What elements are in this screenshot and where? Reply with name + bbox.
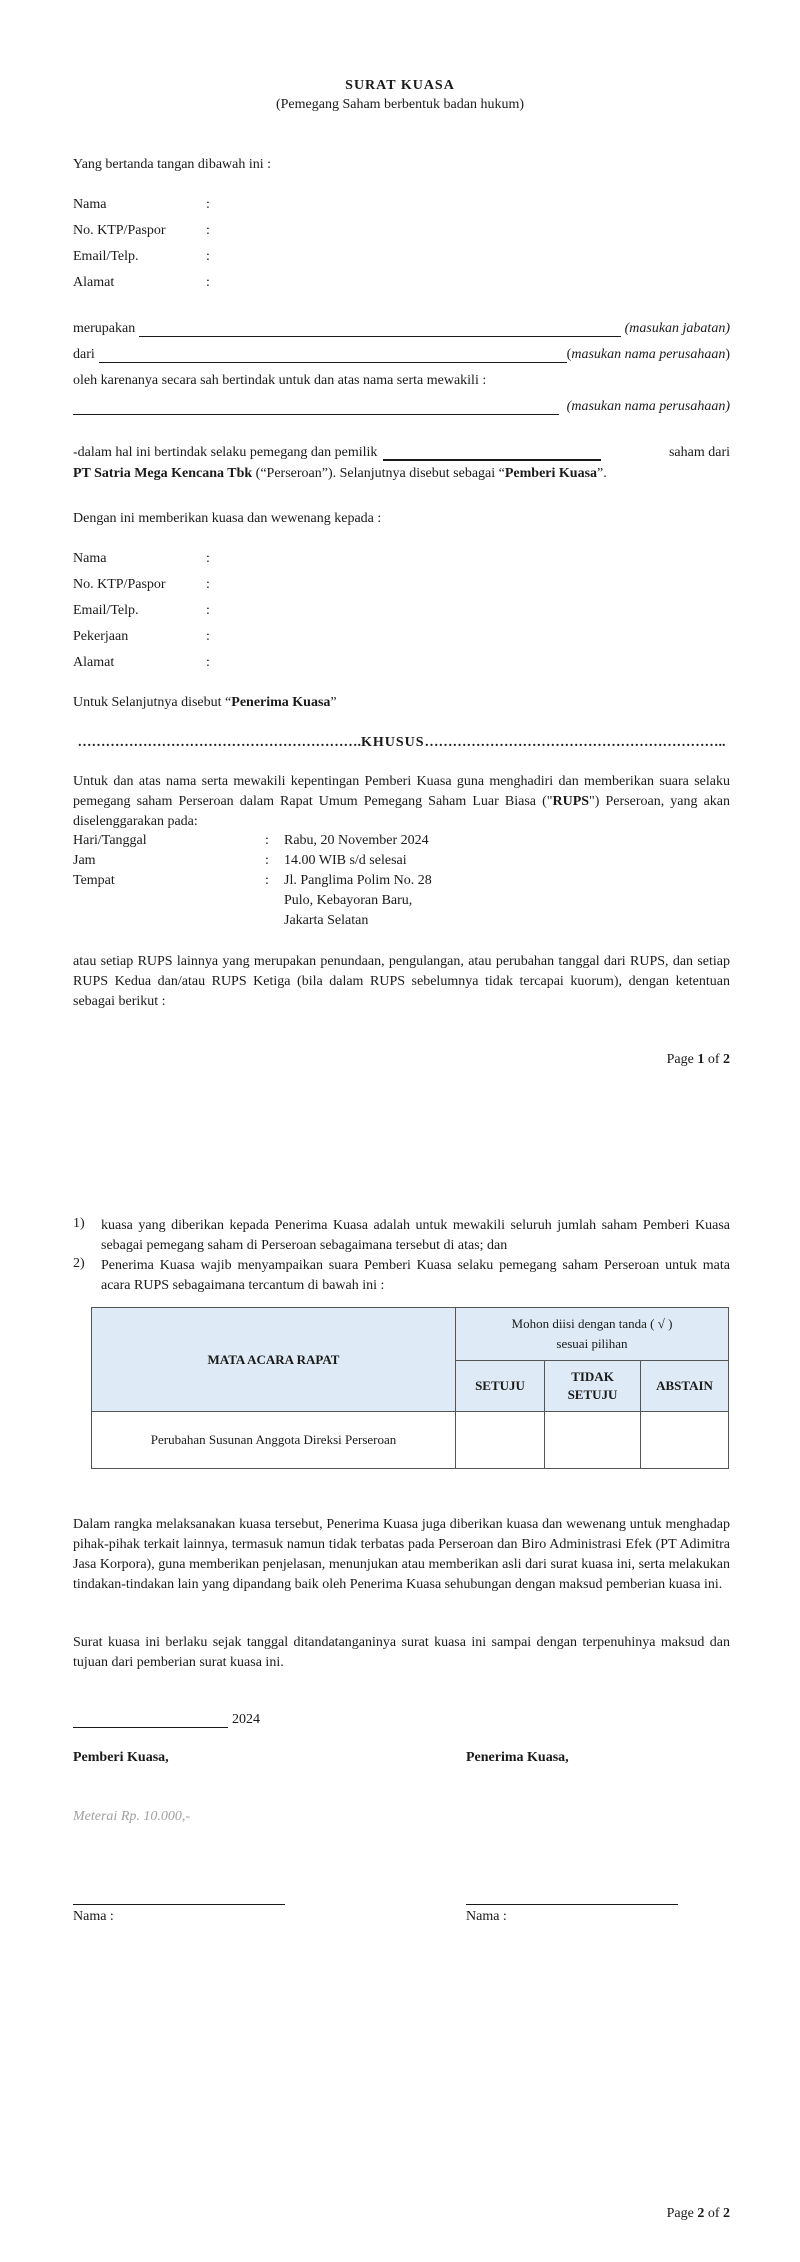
penerima-line (73, 695, 337, 711)
page-number-2 (667, 2206, 730, 2222)
pemberi-name-label: Nama : (73, 1909, 114, 1924)
share-count-blank[interactable] (383, 446, 601, 461)
pemberi-kuasa-sign-title: Pemberi Kuasa, (73, 1750, 169, 1765)
perusahaan-hint-text: masukan nama perusahaan (571, 347, 726, 362)
setuju-checkbox-cell[interactable] (456, 1412, 545, 1469)
grantor-field-colon: : (206, 249, 210, 264)
grantee-field-colon: : (206, 603, 210, 618)
page-current: 2 (697, 2206, 705, 2221)
rups-conditions-paragraph: atau setiap RUPS lainnya yang merupakan penundaan, pengulangan, atau perubahan tanggal dari RUPS, dan setiap RUPS Kedua dan/atau RUPS Ketiga (bila dalam RUPS sebelumnya tidak tercapai kuorum), dengan ketentuan sebagai berikut : (73, 954, 730, 1009)
document-title: SURAT KUASA (345, 78, 455, 93)
grantor-field-label: Email/Telp. (73, 249, 139, 264)
address-line-3: Jakarta Selatan (284, 913, 369, 928)
header-instruction (456, 1308, 729, 1361)
page-prefix: Page (666, 1052, 698, 1067)
list-number: 2) (73, 1256, 85, 1271)
grantee-field-colon: : (206, 655, 210, 670)
page-prefix: Page (666, 2206, 698, 2221)
rups-term: RUPS (552, 794, 590, 809)
perusahaan-hint: (masukan nama perusahaan) (566, 347, 730, 362)
grantee-field-label: Pekerjaan (73, 629, 129, 644)
meeting-detail-label: Tempat (73, 873, 115, 888)
table-row (92, 1412, 729, 1469)
meeting-paragraph (73, 772, 730, 832)
meeting-text-b: ") Perseroan, yang akan diselenggarakan pada: (73, 794, 731, 829)
address-line-2: Pulo, Kebayoran Baru, (284, 893, 413, 908)
perusahaan-line (73, 347, 730, 363)
grantee-field-colon: : (206, 551, 210, 566)
page-of: of (704, 2206, 723, 2221)
tidak-setuju-checkbox-cell[interactable] (545, 1412, 641, 1469)
header-tidak-setuju (545, 1361, 641, 1412)
date-blank[interactable] (73, 1714, 228, 1728)
holder-line-2 (73, 466, 607, 482)
voting-table (91, 1307, 729, 1469)
grantor-field-label: Alamat (73, 275, 115, 290)
penerima-signature-line[interactable] (466, 1904, 678, 1905)
holder-text-1: -dalam hal ini bertindak selaku pemegang dan pemilik (73, 445, 378, 460)
list-item-text: kuasa yang diberikan kepada Penerima Kuasa adalah untuk mewakili seluruh jumlah saham Pemberi Kuasa sebagai pemegang saham di Perseroan sebagaimana tersebut di atas; dan (101, 1218, 730, 1253)
grantee-field-label: Nama (73, 551, 107, 566)
holder-text-4: ”. (597, 466, 607, 481)
agenda-item: Perubahan Susunan Anggota Direksi Perseroan (92, 1412, 456, 1469)
penerima-suffix: ” (330, 695, 337, 710)
perusahaan-blank[interactable] (99, 349, 567, 363)
holder-text-3: (“Perseroan”). Selanjutnya disebut sebagai “ (255, 466, 505, 481)
tidak-label: TIDAK (571, 1369, 614, 1384)
grantee-field-label: No. KTP/Paspor (73, 577, 166, 592)
penerima-prefix: Untuk Selanjutnya disebut “ (73, 695, 232, 710)
holder-text-2: saham dari (668, 445, 730, 460)
meeting-detail-label: Hari/Tanggal (73, 833, 147, 848)
penerima-kuasa-term: Penerima Kuasa (231, 695, 331, 710)
pemberi-signature-line[interactable] (73, 1904, 285, 1905)
grantee-field-colon: : (206, 577, 210, 592)
header-mata-acara: MATA ACARA RAPAT (92, 1308, 456, 1412)
meeting-detail-value: Jl. Panglima Polim No. 28 (284, 873, 432, 888)
grantor-field-label: Nama (73, 197, 107, 212)
jabatan-line (73, 321, 730, 337)
meeting-detail-colon: : (265, 873, 269, 888)
khusus-label: KHUSUS (360, 735, 425, 750)
meeting-detail-colon: : (265, 833, 269, 848)
holder-line-1 (73, 445, 730, 461)
oleh-text: oleh karenanya secara sah bertindak untuk dan atas nama serta mewakili : (73, 373, 487, 388)
header-setuju: SETUJU (456, 1361, 545, 1412)
jabatan-blank[interactable] (139, 323, 620, 337)
date-year: 2024 (232, 1712, 260, 1727)
grantor-field-colon: : (206, 275, 210, 290)
grantee-field-label: Alamat (73, 655, 115, 670)
document-subtitle: (Pemegang Saham berbentuk badan hukum) (275, 97, 525, 112)
page-current: 1 (697, 1052, 705, 1067)
grantor-field-colon: : (206, 197, 210, 212)
closing-paragraph-1: Dalam rangka melaksanakan kuasa tersebut, Penerima Kuasa juga diberikan kuasa dan wewenang untuk menghadap pihak-pihak terkait lainnya, termasuk namun tidak terbatas pada Perseroan dan Biro Administrasi Efek (PT Adimitra Jasa Korpora), guna memberikan penjelasan, menunjukan atau memberikan asli dari surat kuasa ini, serta melakukan tindakan-tindakan lain yang dipandang baik oleh Penerima Kuasa sehubungan dengan maksud pemberian kuasa ini. (73, 1517, 730, 1592)
dots-left: ……………………………………………………. (77, 735, 361, 750)
meeting-detail-value: Rabu, 20 November 2024 (284, 833, 429, 848)
instruction-line-1: Mohon diisi dengan tanda ( √ ) (511, 1316, 673, 1331)
pemberi-kuasa-term: Pemberi Kuasa (504, 466, 598, 481)
grantor-field-label: No. KTP/Paspor (73, 223, 166, 238)
meeting-text-a: Untuk dan atas nama serta mewakili kepentingan Pemberi Kuasa guna menghadiri dan memberikan suara selaku pemegang saham Perseroan dalam Rapat Umum Pemegang Saham Luar Biasa (" (73, 774, 730, 809)
meterai-placeholder: Meterai Rp. 10.000,- (73, 1809, 191, 1824)
setuju-label-2: SETUJU (567, 1387, 618, 1402)
closing-paragraph-2: Surat kuasa ini berlaku sejak tanggal ditandatanganinya surat kuasa ini sampai dengan terpenuhinya maksud dan tujuan dari pemberian surat kuasa ini. (73, 1635, 730, 1670)
page-number-1 (667, 1052, 730, 1068)
dari-label: dari (73, 347, 95, 362)
grantor-field-colon: : (206, 223, 210, 238)
represented-company-blank[interactable] (73, 401, 559, 415)
meeting-detail-value: 14.00 WIB s/d selesai (284, 853, 407, 868)
abstain-checkbox-cell[interactable] (641, 1412, 729, 1469)
penerima-name-label: Nama : (466, 1909, 507, 1924)
jabatan-hint: (masukan jabatan) (624, 321, 730, 336)
penerima-kuasa-sign-title: Penerima Kuasa, (466, 1750, 569, 1765)
merupakan-label: merupakan (73, 321, 136, 336)
company-name: PT Satria Mega Kencana Tbk (73, 466, 253, 481)
page-of: of (704, 1052, 723, 1067)
grantee-intro: Dengan ini memberikan kuasa dan wewenang kepada : (73, 511, 382, 526)
represented-company-line (73, 399, 730, 415)
date-line (73, 1712, 260, 1728)
meeting-detail-colon: : (265, 853, 269, 868)
page-total: 2 (723, 1052, 730, 1067)
perusahaan-hint-2: (masukan nama perusahaan) (566, 399, 730, 414)
meeting-detail-label: Jam (73, 853, 96, 868)
list-number: 1) (73, 1216, 85, 1231)
instruction-line-2: sesuai pilihan (556, 1336, 628, 1351)
list-item-text: Penerima Kuasa wajib menyampaikan suara Pemberi Kuasa selaku pemegang saham Perseroan untuk mata acara RUPS sebagaimana tercantum di bawah ini : (101, 1258, 730, 1293)
header-abstain: ABSTAIN (641, 1361, 729, 1412)
grantee-field-colon: : (206, 629, 210, 644)
grantor-intro: Yang bertanda tangan dibawah ini : (73, 157, 272, 172)
grantee-field-label: Email/Telp. (73, 603, 139, 618)
dots-right: ……………………………………………………….. (424, 735, 726, 750)
khusus-divider (73, 735, 730, 751)
page-total: 2 (723, 2206, 730, 2221)
